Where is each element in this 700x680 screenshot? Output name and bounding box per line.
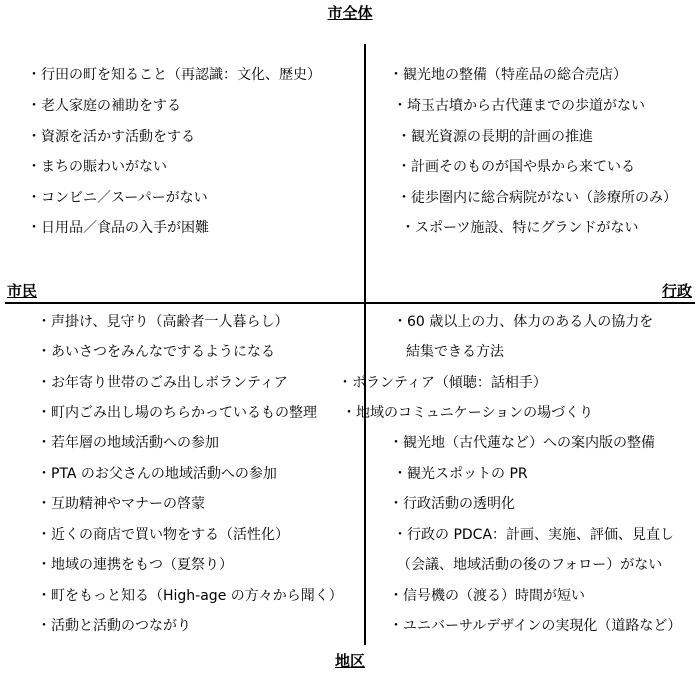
quadrant-item: ・若年層の地域活動への参加 bbox=[37, 435, 219, 451]
axis-label-top: 市全体 bbox=[327, 4, 373, 22]
quadrant-item: ・観光地の整備（特産品の総合売店） bbox=[389, 67, 627, 83]
quadrant-item: ・ボランティア（傾聴：話相手） bbox=[338, 375, 547, 391]
quadrant-item: ・観光スポットの PR bbox=[393, 466, 528, 482]
quadrant-item: ・行政の PDCA：計画、実施、評価、見直し bbox=[393, 527, 675, 543]
quadrant-item: 結集できる方法 bbox=[406, 344, 504, 360]
quadrant-item: ・日用品／食品の入手が困難 bbox=[27, 220, 209, 236]
quadrant-item: ・老人家庭の補助をする bbox=[27, 98, 181, 114]
quadrant-item: ・PTA のお父さんの地域活動への参加 bbox=[37, 466, 277, 482]
quadrant-item: ・まちの賑わいがない bbox=[27, 159, 167, 175]
quadrant-item: ・埼玉古墳から古代蓮までの歩道がない bbox=[393, 98, 645, 114]
quadrant-item: ・ユニバーサルデザインの実現化（道路など） bbox=[389, 618, 682, 634]
quadrant-item: ・近くの商店で買い物をする（活性化） bbox=[37, 527, 289, 543]
quadrant-item: ・徒歩圏内に総合病院がない（診療所のみ） bbox=[397, 190, 677, 206]
quadrant-item: ・コンビニ／スーパーがない bbox=[27, 190, 208, 206]
quadrant-item: ・計画そのものが国や県から来ている bbox=[397, 159, 635, 175]
quadrant-item: ・観光地（古代蓮など）への案内版の整備 bbox=[389, 435, 655, 451]
quadrant-item: ・行政活動の透明化 bbox=[389, 496, 515, 512]
quadrant-item: ・地域のコミュニケーションの場づくり bbox=[342, 405, 594, 421]
quadrant-item: ・町内ごみ出し場のちらかっているもの整理 bbox=[37, 405, 317, 421]
horizontal-axis-line bbox=[5, 302, 695, 304]
quadrant-item: ・行田の町を知ること（再認識：文化、歴史） bbox=[27, 67, 321, 83]
quadrant-item: ・あいさつをみんなでするようになる bbox=[37, 344, 275, 360]
quadrant-item: ・声掛け、見守り（高齢者一人暮らし） bbox=[37, 314, 289, 330]
quadrant-item: ・活動と活動のつながり bbox=[37, 618, 191, 634]
quadrant-item: ・信号機の（渡る）時間が短い bbox=[389, 588, 585, 604]
quadrant-item: ・地域の連携をもつ（夏祭り） bbox=[37, 557, 233, 573]
vertical-axis-line bbox=[364, 44, 366, 645]
quadrant-item: ・互助精神やマナーの啓蒙 bbox=[37, 496, 205, 512]
quadrant-item: ・スポーツ施設、特にグランドがない bbox=[401, 220, 639, 236]
axis-label-left: 市民 bbox=[7, 282, 38, 300]
quadrant-item: ・お年寄り世帯のごみ出しボランティア bbox=[37, 375, 288, 391]
quadrant-item: ・60 歳以上の力、体力のある人の協力を bbox=[393, 314, 654, 330]
quadrant-item: （会議、地域活動の後のフォロー）がない bbox=[397, 557, 663, 573]
axis-label-right: 行政 bbox=[661, 282, 692, 300]
axis-label-bottom: 地区 bbox=[334, 652, 365, 670]
quadrant-item: ・町をもっと知る（High-age の方々から聞く） bbox=[37, 588, 343, 604]
quadrant-item: ・観光資源の長期的計画の推進 bbox=[397, 129, 593, 145]
quadrant-item: ・資源を活かす活動をする bbox=[27, 129, 195, 145]
